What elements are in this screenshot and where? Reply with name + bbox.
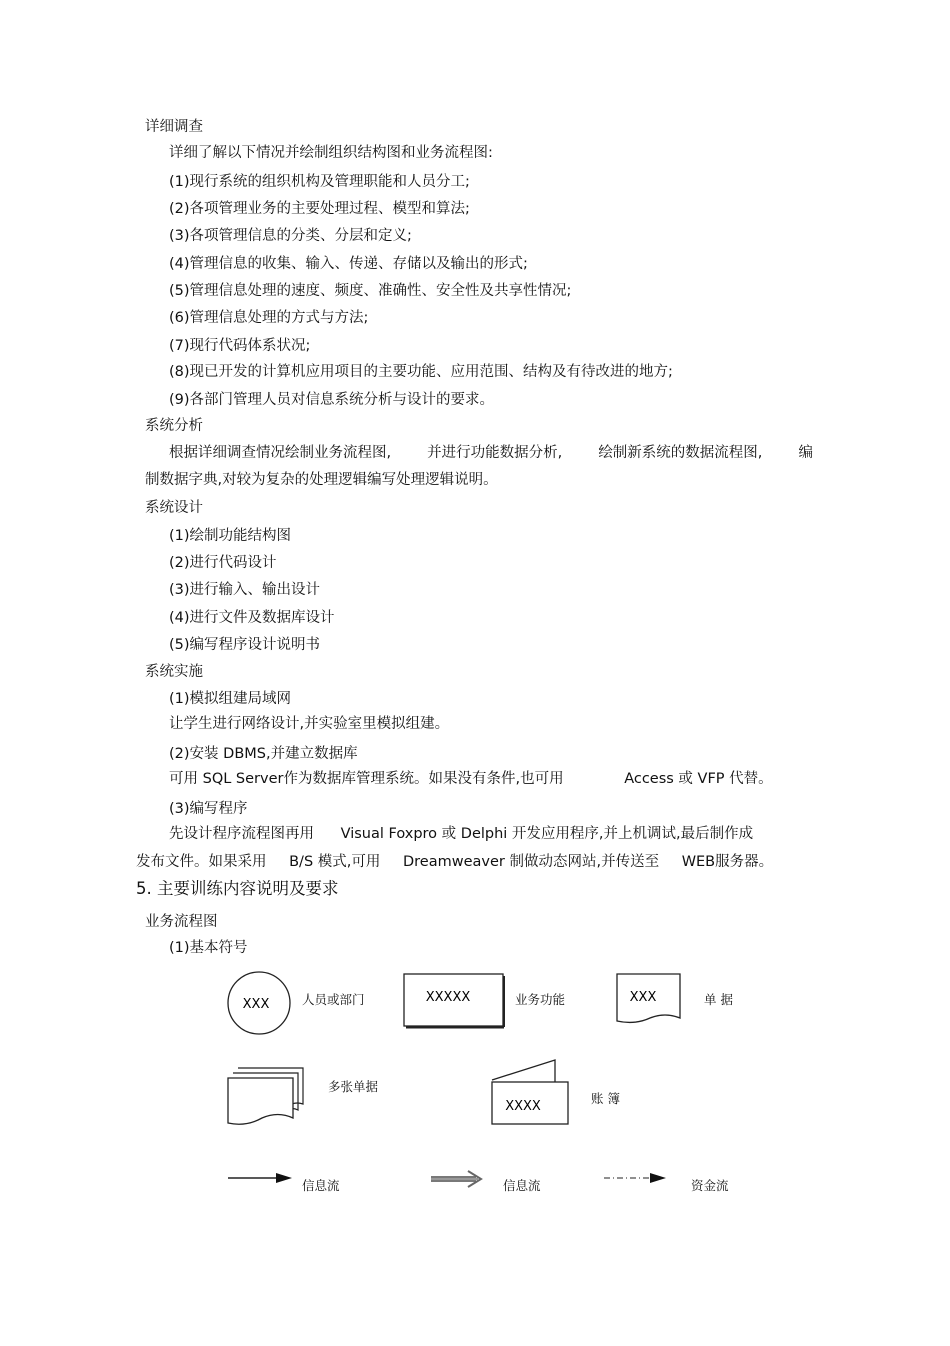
design-item: (3)进行输入、输出设计 bbox=[169, 582, 321, 598]
implement-item-3: (3)编写程序 bbox=[169, 801, 248, 817]
training-subheading: 业务流程图 bbox=[145, 914, 218, 930]
detail-item: (5)管理信息处理的速度、频度、准确性、安全性及共享性情况; bbox=[169, 283, 572, 299]
detail-item: (6)管理信息处理的方式与方法; bbox=[169, 310, 369, 326]
implement-item-1: (1)模拟组建局域网 bbox=[169, 691, 292, 707]
detail-item: (7)现行代码体系状况; bbox=[169, 338, 311, 354]
info-flow-arrow-icon bbox=[228, 1173, 292, 1183]
basic-symbols-heading: (1)基本符号 bbox=[169, 940, 248, 956]
info-flow-double-label: 信息流 bbox=[503, 1178, 541, 1193]
ledger-symbol-label: 账 簿 bbox=[591, 1091, 620, 1106]
design-item: (1)绘制功能结构图 bbox=[169, 528, 292, 544]
design-item: (5)编写程序设计说明书 bbox=[169, 637, 321, 653]
detail-intro: 详细了解以下情况并绘制组织结构图和业务流程图: bbox=[169, 145, 493, 161]
implement-item-2-desc-part: 可用 SQL Server作为数据库管理系统。如果没有条件,也可用 bbox=[169, 771, 564, 787]
document-symbol-label: 单 据 bbox=[704, 992, 733, 1007]
implement-item-3-text-part: Visual Foxpro 或 Delphi 开发应用程序,并上机调试,最后制作成 bbox=[340, 826, 754, 842]
section-heading-design: 系统设计 bbox=[145, 500, 203, 516]
analysis-text-part: 绘制新系统的数据流程图, bbox=[598, 445, 763, 461]
fund-flow-arrow-icon bbox=[604, 1173, 666, 1183]
multi-document-symbol bbox=[228, 1068, 303, 1124]
design-item: (2)进行代码设计 bbox=[169, 555, 277, 571]
person-symbol bbox=[228, 972, 290, 1034]
multi-document-symbol-label: 多张单据 bbox=[328, 1079, 379, 1094]
implement-item-3-text-part: 发布文件。如果采用 bbox=[136, 854, 267, 870]
function-symbol-label: 业务功能 bbox=[515, 992, 566, 1007]
info-flow-double-arrow-icon bbox=[431, 1171, 481, 1187]
implement-item-3-text-part: 先设计程序流程图再用 bbox=[169, 826, 314, 842]
section-heading-implement: 系统实施 bbox=[145, 664, 203, 680]
implement-item-1-desc: 让学生进行网络设计,并实验室里模拟组建。 bbox=[169, 716, 450, 732]
analysis-text-part: 根据详细调查情况绘制业务流程图, bbox=[169, 445, 392, 461]
section-heading-detail: 详细调查 bbox=[145, 119, 203, 135]
fund-flow-label: 资金流 bbox=[691, 1178, 729, 1193]
section-heading-training: 5. 主要训练内容说明及要求 bbox=[136, 879, 339, 898]
design-item: (4)进行文件及数据库设计 bbox=[169, 610, 335, 626]
detail-item: (4)管理信息的收集、输入、传递、存储以及输出的形式; bbox=[169, 256, 528, 272]
ledger-symbol bbox=[492, 1060, 568, 1124]
document-symbol bbox=[617, 974, 680, 1022]
function-symbol-text: XXXXX bbox=[425, 990, 471, 1005]
document-symbol-text: XXX bbox=[629, 990, 657, 1005]
function-symbol bbox=[404, 974, 504, 1028]
implement-item-3-text-part: WEB服务器。 bbox=[681, 854, 774, 870]
implement-item-3-text-part: Dreamweaver 制做动态网站,并传送至 bbox=[402, 854, 660, 870]
detail-item: (1)现行系统的组织机构及管理职能和人员分工; bbox=[169, 174, 470, 190]
detail-item: (9)各部门管理人员对信息系统分析与设计的要求。 bbox=[169, 392, 495, 408]
implement-item-2: (2)安装 DBMS,并建立数据库 bbox=[169, 746, 358, 762]
analysis-text-part: 编 bbox=[798, 445, 813, 461]
implement-item-3-text-part: B/S 模式,可用 bbox=[289, 854, 381, 870]
implement-item-2-desc-part: Access 或 VFP 代替。 bbox=[624, 771, 773, 787]
ledger-symbol-text: XXXX bbox=[505, 1099, 541, 1114]
detail-item: (2)各项管理业务的主要处理过程、模型和算法; bbox=[169, 201, 470, 217]
person-symbol-label: 人员或部门 bbox=[302, 992, 365, 1007]
analysis-line-2: 制数据字典,对较为复杂的处理逻辑编写处理逻辑说明。 bbox=[145, 472, 498, 488]
analysis-text-part: 并进行功能数据分析, bbox=[427, 445, 563, 461]
person-symbol-text: XXX bbox=[242, 997, 270, 1012]
info-flow-label: 信息流 bbox=[302, 1178, 340, 1193]
section-heading-analysis: 系统分析 bbox=[145, 418, 203, 434]
detail-item: (8)现已开发的计算机应用项目的主要功能、应用范围、结构及有待改进的地方; bbox=[169, 364, 673, 380]
detail-item: (3)各项管理信息的分类、分层和定义; bbox=[169, 228, 412, 244]
